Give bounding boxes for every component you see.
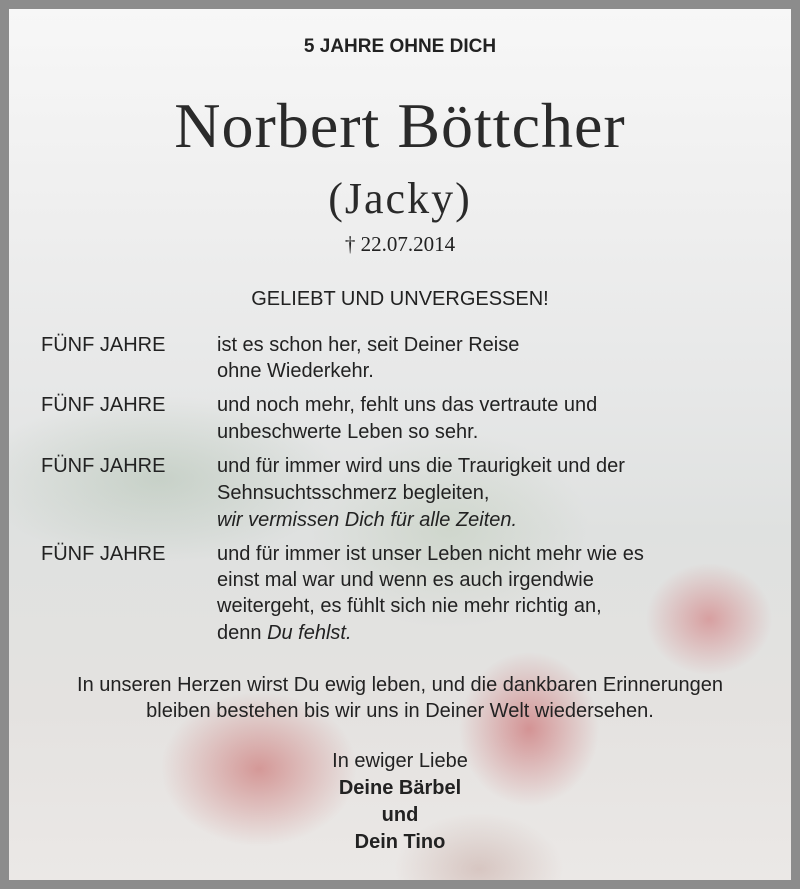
verse-final-prefix: denn	[217, 622, 268, 644]
verse-label: FÜNF JAHRE	[41, 543, 166, 565]
verse-italic-line: wir vermissen Dich für alle Zeiten.	[217, 509, 518, 531]
verse-line: ist es schon her, seit Deiner Reise	[217, 334, 520, 356]
signature-intro: In ewiger Liebe	[332, 750, 468, 772]
signature-name: Deine Bärbel	[338, 777, 462, 799]
deceased-name: Norbert Böttcher	[174, 90, 626, 161]
death-date-line	[9, 232, 791, 256]
signature-name: Dein Tino	[354, 831, 446, 853]
verse-line: und für immer wird uns die Traurigkeit und der	[217, 455, 625, 477]
verse-line: einst mal war und wenn es auch irgendwie	[217, 569, 594, 591]
verse-line: weitergeht, es fühlt sich nie mehr richtig an,	[217, 595, 602, 617]
verse-line: und für immer ist unser Leben nicht mehr wie es	[217, 543, 644, 565]
closing-line: In unseren Herzen wirst Du ewig leben, und die dankbaren Erinnerungen	[77, 674, 723, 696]
verse-line: ohne Wiederkehr.	[217, 360, 374, 382]
verse-line: unbeschwerte Leben so sehr.	[217, 421, 479, 443]
closing-line: bleiben bestehen bis wir uns in Deiner Welt wiedersehen.	[146, 700, 654, 722]
cross-icon: †	[344, 232, 356, 256]
verse-final-line	[217, 621, 352, 645]
anniversary-header: 5 JAHRE OHNE DICH	[303, 36, 497, 57]
signature-conjunction: und	[381, 804, 419, 826]
motto: GELIEBT UND UNVERGESSEN!	[251, 288, 549, 310]
verse-line: Sehnsuchtsschmerz begleiten,	[217, 482, 490, 504]
verse-line: und noch mehr, fehlt uns das vertraute und	[217, 394, 598, 416]
death-date: 22.07.2014	[360, 232, 456, 256]
obituary-card	[9, 9, 791, 880]
verse-label: FÜNF JAHRE	[41, 455, 166, 477]
verse-label: FÜNF JAHRE	[41, 394, 166, 416]
verse-final-italic: Du fehlst.	[267, 622, 352, 644]
nickname: (Jacky)	[328, 174, 472, 223]
verse-label: FÜNF JAHRE	[41, 334, 166, 356]
